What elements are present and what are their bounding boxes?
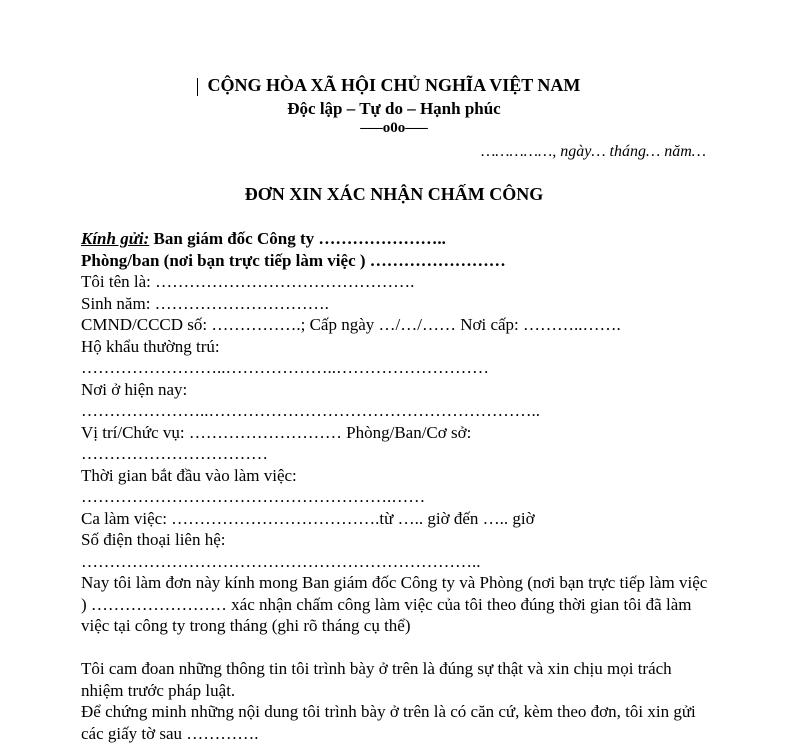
field-start-label: Thời gian bắt đầu vào làm việc: [81,465,297,485]
paragraph-gap [81,637,711,659]
document-body [81,228,711,744]
dateline: ……………, ngày… tháng… năm… [481,143,706,160]
request-paragraph: Nay tôi làm đơn này kính mong Ban giám đốc Công ty và Phòng (nơi bạn trực tiếp làm việc ) …………………… xác nhận chấm công làm việc của tôi theo đúng thời gian tôi đã làm việc tại công ty trong tháng (ghi rõ tháng cụ thể) [81,573,708,635]
evidence-paragraph: Để chứng minh những nội dung tôi trình bày ở trên là có căn cứ, kèm theo đơn, tôi xin gửi các giấy tờ sau …………. [81,702,696,743]
country-heading: CỘNG HÒA XÃ HỘI CHỦ NGHĨA VIỆT NAM [207,75,581,95]
field-address-dots: …………………..………………………………………………….. [81,401,540,420]
field-shift: Ca làm việc: ……………………………….từ ….. giờ đến ….. giờ [81,508,535,528]
field-start-dots: ……………………………………………….…… [81,487,426,506]
field-birth-year: Sinh năm: …………………………. [81,293,329,313]
document-title: ĐƠN XIN XÁC NHẬN CHẤM CÔNG [244,184,544,204]
motto-heading: Độc lập – Tự do – Hạnh phúc [287,99,501,118]
field-name: Tôi tên là: ………………………………………. [81,272,415,291]
field-address-label: Nơi ở hiện nay: [81,379,188,399]
recipient-line [81,228,711,250]
heading-separator: –––o0o––– [360,120,428,136]
recipient-department: Phòng/ban (nơi bạn trực tiếp làm việc ) …………………… [81,250,506,270]
field-phone-label: Số điện thoại liên hệ: [81,530,226,549]
field-position-dots: …………………………… [81,444,268,463]
field-residence-dots: ……………………..………………..……………………… [81,358,489,377]
recipient-value: Ban giám đốc Công ty ………………….. [153,229,446,248]
field-id-card: CMND/CCCD số: …………….; Cấp ngày …/…/…… Nơi cấp: ………..……. [81,315,621,334]
field-phone-dots: …………………………………………………………….. [81,551,481,571]
field-position: Vị trí/Chức vụ: ……………………… Phòng/Ban/Cơ sở: [81,422,472,442]
commitment-paragraph: Tôi cam đoan những thông tin tôi trình bày ở trên là đúng sự thật và xin chịu mọi trách nhiệm trước pháp luật. [81,659,672,700]
field-residence-label: Hộ khẩu thường trú: [81,336,220,356]
recipient-label: Kính gửi: [81,229,150,248]
